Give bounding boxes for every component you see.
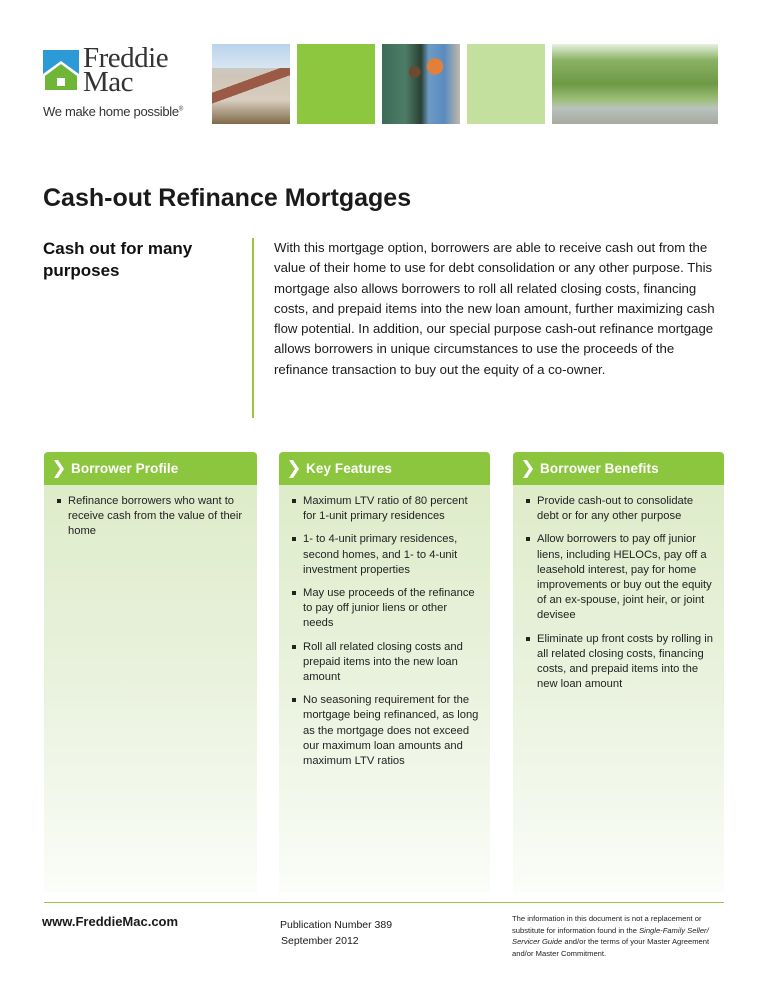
tagline	[43, 104, 183, 119]
section-subhead: Cash out for many purposes	[43, 239, 193, 280]
disclaimer-guide-title: Single-Family Seller/ Servicer Guide	[512, 925, 709, 947]
box-title: Key Features	[306, 461, 392, 476]
list-item: Maximum LTV ratio of 80 percent for 1-unit primary residences	[291, 494, 480, 524]
green-tile	[297, 44, 375, 124]
tree-lined-street-photo	[552, 44, 718, 124]
house-logo-icon	[43, 50, 79, 90]
list-item: Eliminate up front costs by rolling in all related closing costs, financing costs, and prepaid items into the new loan amount	[525, 632, 714, 693]
chevron-right-icon	[54, 460, 64, 478]
website-link[interactable]: www.FreddieMac.com	[42, 914, 179, 929]
list-item: Provide cash-out to consolidate debt or for any other purpose	[525, 494, 714, 524]
box-header	[44, 452, 257, 485]
borrower-benefits-box	[513, 452, 724, 892]
box-header	[279, 452, 490, 485]
box-header	[513, 452, 724, 485]
page-title: Cash-out Refinance Mortgages	[43, 184, 412, 212]
registered-mark: ®	[178, 106, 183, 113]
list-item: No seasoning requirement for the mortgage being refinanced, as long as the mortgage does not exceed our maximum loan amounts and maximum LTV ratios	[291, 693, 480, 769]
publication-date: September 2012	[281, 935, 359, 947]
light-green-tile	[467, 44, 545, 124]
list-item: 1- to 4-unit primary residences, second homes, and 1- to 4-unit investment properties	[291, 532, 480, 578]
bullet-list	[44, 485, 257, 540]
logo-wordmark	[83, 42, 169, 98]
chevron-right-icon	[523, 460, 533, 478]
intro-paragraph: With this mortgage option, borrowers are able to receive cash out from the value of their home to use for debt consolidation or any other purpose. This mortgage also allows borrowers to roll all related closing costs, financing costs, and prepaid items into the new loan amount, further maximizing cash flow potential. In addition, our special purpose cash-out refinance mortgage allows borrowers in unique circumstances to use the proceeds of the refinance transaction to buy out the equity of a co-owner.	[274, 240, 715, 377]
bullet-list	[513, 485, 724, 692]
list-item: May use proceeds of the refinance to pay off junior liens or other needs	[291, 586, 480, 632]
list-item: Refinance borrowers who want to receive cash from the value of their home	[56, 494, 247, 540]
vertical-divider	[252, 238, 254, 418]
chevron-right-icon	[289, 460, 299, 478]
disclaimer-text-end: and/or the terms of your Master Agreement and/or Master Commitment.	[512, 937, 710, 958]
publication-number: Publication Number 389	[280, 919, 393, 931]
key-features-box	[279, 452, 490, 892]
disclaimer	[512, 913, 722, 959]
box-title: Borrower Benefits	[540, 461, 659, 476]
logo-line-freddie: Freddie	[83, 42, 169, 74]
disclaimer-text: The information in this document is not a replacement or substitute for information found in the	[512, 914, 702, 935]
freddie-mac-logo	[43, 42, 203, 128]
list-item: Allow borrowers to pay off junior liens, including HELOCs, pay off a leasehold interest, pay for home improvements or buy out the equity of an ex-spouse, joint heir, or joint devisee	[525, 532, 714, 623]
tagline-text: We make home possible	[43, 104, 179, 119]
box-title: Borrower Profile	[71, 461, 179, 476]
publication-info	[280, 917, 392, 949]
logo-line-mac: Mac	[83, 66, 134, 98]
footer-divider	[44, 902, 724, 903]
house-photo	[212, 44, 290, 124]
bullet-list	[279, 485, 490, 769]
borrower-profile-box	[44, 452, 257, 892]
list-item: Roll all related closing costs and prepaid items into the new loan amount	[291, 640, 480, 686]
family-photo	[382, 44, 460, 124]
